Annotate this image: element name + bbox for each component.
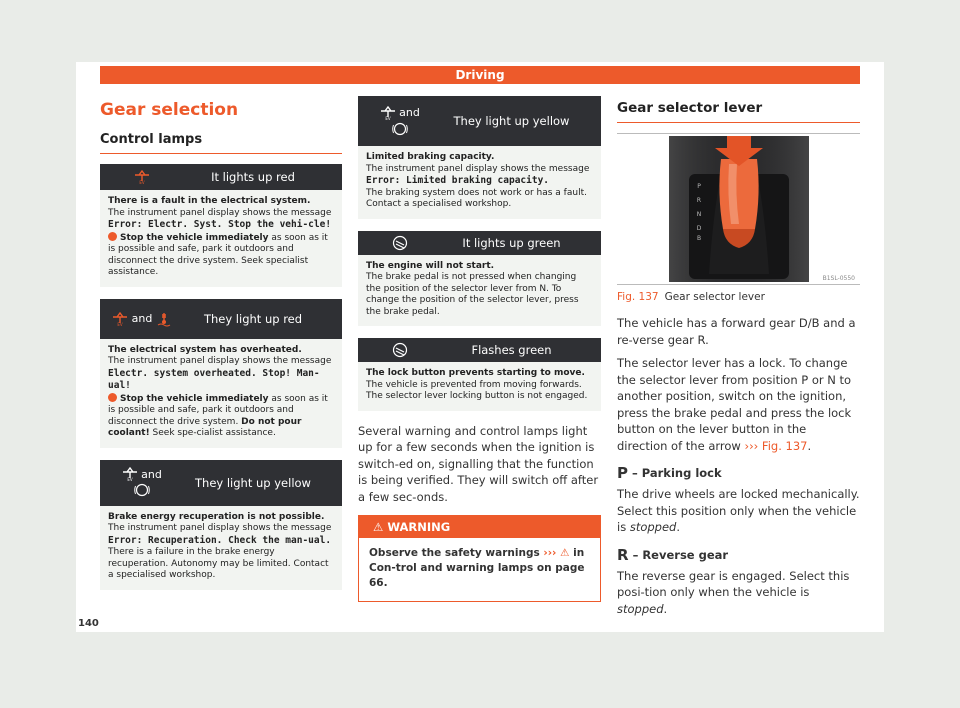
paragraph-text: The selector lever has a lock. To change the selector lever from position P or N to another position, switch on the ignition, press the brake pedal and press the lock button on the lever button in the direction of the arrow xyxy=(617,356,852,453)
display-message: Error: Limited braking capacity. xyxy=(366,175,550,186)
section-header: Driving xyxy=(100,66,860,84)
lamp-label: They light up yellow xyxy=(195,475,311,490)
lamp-header xyxy=(358,231,601,255)
gear-letter: P xyxy=(617,464,628,482)
lamp-text: The instrument panel display shows the message xyxy=(108,523,332,533)
lamp-label: It lights up red xyxy=(211,170,295,184)
page-title: Gear selection xyxy=(100,100,239,120)
and-text: and xyxy=(141,467,162,481)
gear-lever-figure xyxy=(617,133,860,285)
lamp-text: The brake pedal is not pressed when changing the position of the selector lever from N. To change the position of the selector lever, press the brake pedal. xyxy=(366,272,579,317)
paragraph xyxy=(617,486,860,536)
lamp-text: The instrument panel display shows the message xyxy=(108,207,332,218)
lamp-label: Flashes green xyxy=(471,343,552,357)
page-number: 140 xyxy=(78,618,99,629)
display-message: Error: Electr. Syst. Stop the vehi-cle! xyxy=(108,219,332,230)
lamp-header xyxy=(358,96,601,146)
column-right xyxy=(617,96,860,624)
paragraph xyxy=(617,568,860,618)
figure-number: Fig. 137 xyxy=(617,291,659,303)
warning-text-part: in Con-trol and warning lamps on page 66. xyxy=(369,547,585,589)
lever-letter: B xyxy=(696,235,702,242)
lamp-label: It lights up green xyxy=(462,235,561,250)
lamp-box-braking xyxy=(358,96,601,219)
svg-text:EV: EV xyxy=(117,321,123,326)
temperature-icon xyxy=(156,311,172,327)
paragraph-text: . xyxy=(676,520,681,534)
ev-fault-icon xyxy=(380,106,396,120)
ev-fault-icon xyxy=(112,312,128,326)
svg-text:EV: EV xyxy=(127,477,133,481)
lamp-heading: Brake energy recuperation is not possible. xyxy=(108,511,325,522)
lamp-heading: The electrical system has overheated. xyxy=(108,344,302,355)
lamp-heading: There is a fault in the electrical system. xyxy=(108,196,311,206)
gear-title: – Parking lock xyxy=(632,466,722,480)
lamp-icons xyxy=(110,467,174,498)
lamp-description xyxy=(100,339,342,448)
brake-pedal-icon xyxy=(392,342,408,358)
lamp-text: The braking system does not work or has a fault. Contact a specialised workshop. xyxy=(366,187,587,209)
lamp-description xyxy=(358,362,601,411)
cross-reference-link[interactable]: ››› xyxy=(543,547,557,559)
lamp-text: as soon as it is possible and safe, park it outdoors and disconnect the drive system. Seek specialist assistance. xyxy=(108,232,328,277)
lamp-icons xyxy=(368,235,432,251)
lamp-heading: Limited braking capacity. xyxy=(366,152,495,162)
paragraph-emphasis: stopped xyxy=(629,520,677,534)
lamp-box-overheated xyxy=(100,299,342,448)
warning-triangle-icon: ⚠ xyxy=(560,547,570,559)
lamp-header xyxy=(358,338,601,362)
warning-triangle-icon: ⚠ xyxy=(373,520,384,534)
lamp-emphasis: Stop the vehicle immediately xyxy=(120,232,269,243)
abs-icon xyxy=(134,482,150,498)
lamp-icons xyxy=(110,170,174,184)
lamp-header xyxy=(100,164,342,190)
lamp-heading: The engine will not start. xyxy=(366,260,495,271)
section-subtitle: Control lamps xyxy=(100,132,342,154)
lamp-label: They light up red xyxy=(203,311,303,326)
svg-text:EV: EV xyxy=(139,180,145,184)
lamp-description xyxy=(358,146,601,219)
figure-caption-text: Gear selector lever xyxy=(664,291,765,303)
lamp-text: The instrument panel display shows the message xyxy=(366,163,590,174)
abs-icon xyxy=(392,121,408,137)
warning-text-part: Observe the safety warnings xyxy=(369,547,544,559)
svg-text:EV: EV xyxy=(385,115,391,120)
paragraph-text: . xyxy=(663,601,668,616)
display-message: Error: Recuperation. Check the man-ual. xyxy=(108,534,332,546)
paragraph-emphasis: stopped xyxy=(617,601,664,616)
lamp-text: The instrument panel display shows the message xyxy=(108,356,332,366)
paragraph-text: . xyxy=(807,438,812,453)
lever-letter: R xyxy=(696,197,702,204)
lever-letter: P xyxy=(697,183,701,190)
display-message: Electr. system overheated. Stop! Man-ual! xyxy=(108,367,320,391)
lever-letter: D xyxy=(696,225,702,232)
paragraph xyxy=(617,355,860,454)
warning-header xyxy=(359,516,600,538)
lamp-text: as soon as it is possible and safe, park it outdoors and disconnect the drive system. xyxy=(108,393,328,427)
lamp-icons xyxy=(110,311,174,327)
stop-icon xyxy=(108,393,117,402)
warning-text xyxy=(359,538,600,601)
lamp-text: Seek spe-cialist assistance. xyxy=(149,428,276,438)
park-heading xyxy=(617,464,860,482)
column-left xyxy=(100,96,342,602)
lamp-box-recuperation xyxy=(100,460,342,590)
lamp-box-electrical-fault xyxy=(100,164,342,287)
paragraph-text: The reverse gear is engaged. Select this posi-tion only when the vehicle is xyxy=(617,568,850,599)
lamp-description xyxy=(100,190,342,287)
gear-lever-illustration xyxy=(617,134,860,284)
gear-letter: R xyxy=(617,545,629,564)
and-text: and xyxy=(131,312,153,325)
ev-fault-icon xyxy=(122,467,138,481)
section-subtitle: Gear selector lever xyxy=(617,100,860,123)
and-text: and xyxy=(399,106,420,119)
figure-caption xyxy=(617,291,860,303)
warning-label: WARNING xyxy=(387,520,451,534)
lamp-heading: The lock button prevents starting to move. xyxy=(366,368,585,378)
lamp-header xyxy=(100,299,342,339)
ev-fault-icon xyxy=(134,170,150,184)
stop-icon xyxy=(108,232,117,241)
lamp-description xyxy=(358,255,601,327)
intro-paragraph: Several warning and control lamps light up for a few seconds when the ignition is switch-ed on, signalling that the function is being verified. They will switch off after a few sec-onds. xyxy=(358,423,599,504)
gear-title: – Reverse gear xyxy=(632,547,729,562)
paragraph-text: The drive wheels are locked mechanically. Select this position only when the vehicle is xyxy=(617,487,860,534)
lamp-text: The vehicle is prevented from moving forwards. The selector lever locking button is not engaged. xyxy=(366,379,588,401)
figure-link[interactable]: ››› Fig. 137 xyxy=(744,438,808,453)
brake-pedal-icon xyxy=(392,235,408,251)
lever-letter: N xyxy=(696,211,702,218)
lamp-box-engine-start xyxy=(358,231,601,327)
lamp-description xyxy=(100,506,342,590)
column-middle xyxy=(358,96,601,602)
lamp-emphasis: Stop the vehicle immediately xyxy=(120,393,269,404)
figure-code: B1SL-0550 xyxy=(822,275,855,282)
lamp-header xyxy=(100,460,342,506)
paragraph: The vehicle has a forward gear D/B and a re-verse gear R. xyxy=(617,316,856,347)
reverse-heading xyxy=(617,546,860,564)
lamp-label: They light up yellow xyxy=(453,114,570,128)
lamp-text: There is a failure in the brake energy recuperation. Autonomy may be limited. Contact a specialised workshop. xyxy=(108,547,329,580)
lamp-box-lock-button xyxy=(358,338,601,411)
lamp-icons xyxy=(368,106,432,137)
lamp-emphasis: Do not pour coolant! xyxy=(108,416,302,438)
warning-box xyxy=(358,515,601,602)
lamp-icons xyxy=(368,342,432,358)
